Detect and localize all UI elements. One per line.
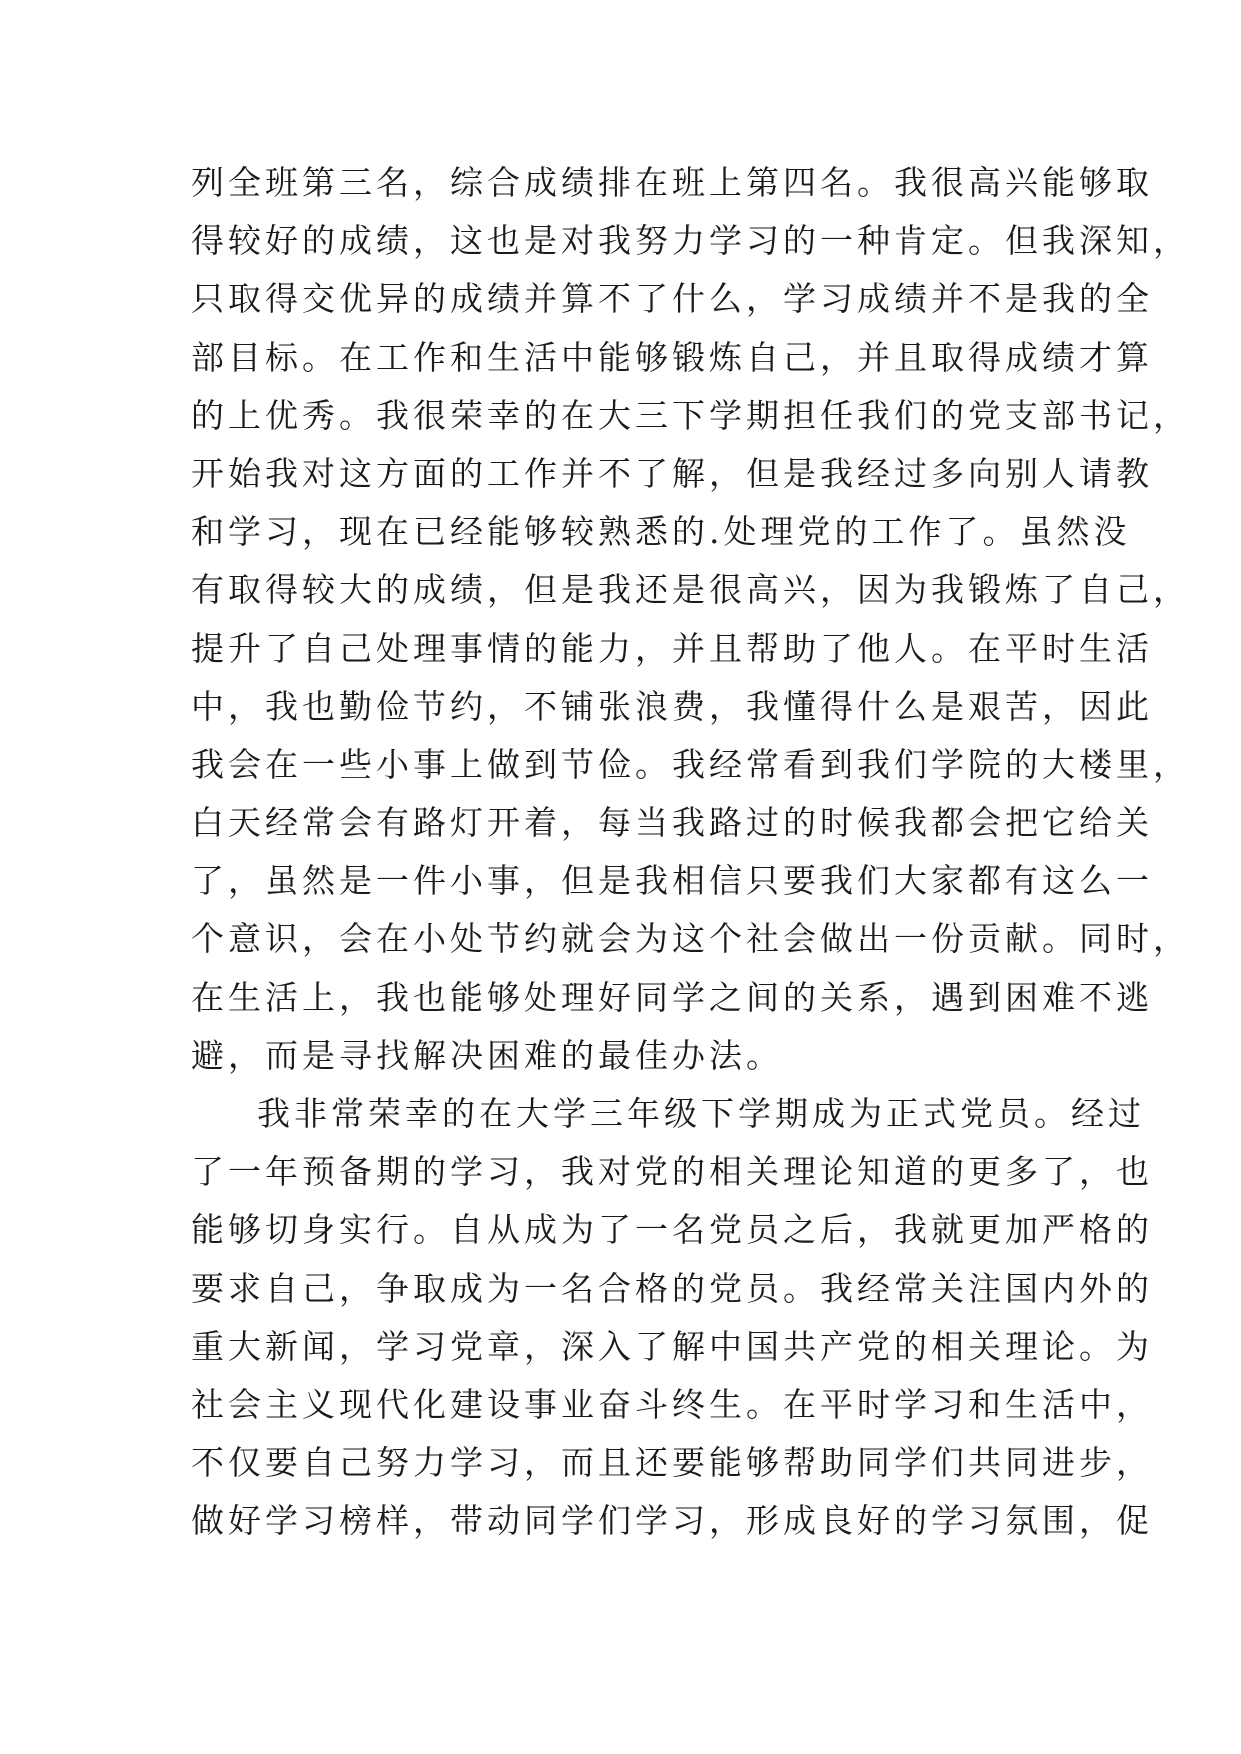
text-line: 做好学习榜样，带动同学们学习，形成良好的学习氛围，促 bbox=[191, 1501, 1153, 1541]
text-line: 有取得较大的成绩，但是我还是很高兴，因为我锻炼了自己， bbox=[191, 570, 1190, 610]
text-line: 不仅要自己努力学习，而且还要能够帮助同学们共同进步， bbox=[191, 1443, 1153, 1483]
paragraph-1 bbox=[191, 154, 1190, 1085]
text-line: 在生活上，我也能够处理好同学之间的关系，遇到困难不逃 bbox=[191, 977, 1153, 1017]
text-line: 开始我对这方面的工作并不了解，但是我经过多向别人请教 bbox=[191, 453, 1153, 493]
text-line: 和学习，现在已经能够较熟悉的.处理党的工作了。虽然没 bbox=[191, 512, 1131, 552]
text-line: 个意识，会在小处节约就会为这个社会做出一份贡献。同时， bbox=[191, 919, 1190, 959]
text-line: 白天经常会有路灯开着，每当我路过的时候我都会把它给关 bbox=[191, 803, 1153, 843]
text-line-indented: 我非常荣幸的在大学三年级下学期成为正式党员。经过 bbox=[257, 1094, 1145, 1133]
body-text bbox=[191, 154, 1190, 1551]
text-line: 了，虽然是一件小事，但是我相信只要我们大家都有这么一 bbox=[191, 861, 1153, 901]
text-line: 部目标。在工作和生活中能够锻炼自己，并且取得成绩才算 bbox=[191, 337, 1153, 377]
text-line: 重大新闻，学习党章，深入了解中国共产党的相关理论。为 bbox=[191, 1326, 1153, 1366]
text-line: 提升了自己处理事情的能力，并且帮助了他人。在平时生活 bbox=[191, 628, 1153, 668]
text-line: 中，我也勤俭节约，不铺张浪费，我懂得什么是艰苦，因此 bbox=[191, 686, 1153, 726]
text-line: 得较好的成绩，这也是对我努力学习的一种肯定。但我深知， bbox=[191, 221, 1190, 261]
text-line: 只取得交优异的成绩并算不了什么，学习成绩并不是我的全 bbox=[191, 279, 1153, 319]
text-line: 避，而是寻找解决困难的最佳办法。 bbox=[191, 1035, 783, 1075]
text-line: 我会在一些小事上做到节俭。我经常看到我们学院的大楼里， bbox=[191, 744, 1190, 784]
text-line: 的上优秀。我很荣幸的在大三下学期担任我们的党支部书记， bbox=[191, 395, 1190, 435]
text-line: 要求自己，争取成为一名合格的党员。我经常关注国内外的 bbox=[191, 1268, 1153, 1308]
text-line: 了一年预备期的学习，我对党的相关理论知道的更多了，也 bbox=[191, 1152, 1153, 1192]
text-line: 能够切身实行。自从成为了一名党员之后，我就更加严格的 bbox=[191, 1210, 1153, 1250]
paragraph-2 bbox=[191, 1085, 1153, 1551]
text-line: 社会主义现代化建设事业奋斗终生。在平时学习和生活中， bbox=[191, 1384, 1153, 1424]
text-line: 列全班第三名，综合成绩排在班上第四名。我很高兴能够取 bbox=[191, 163, 1153, 202]
